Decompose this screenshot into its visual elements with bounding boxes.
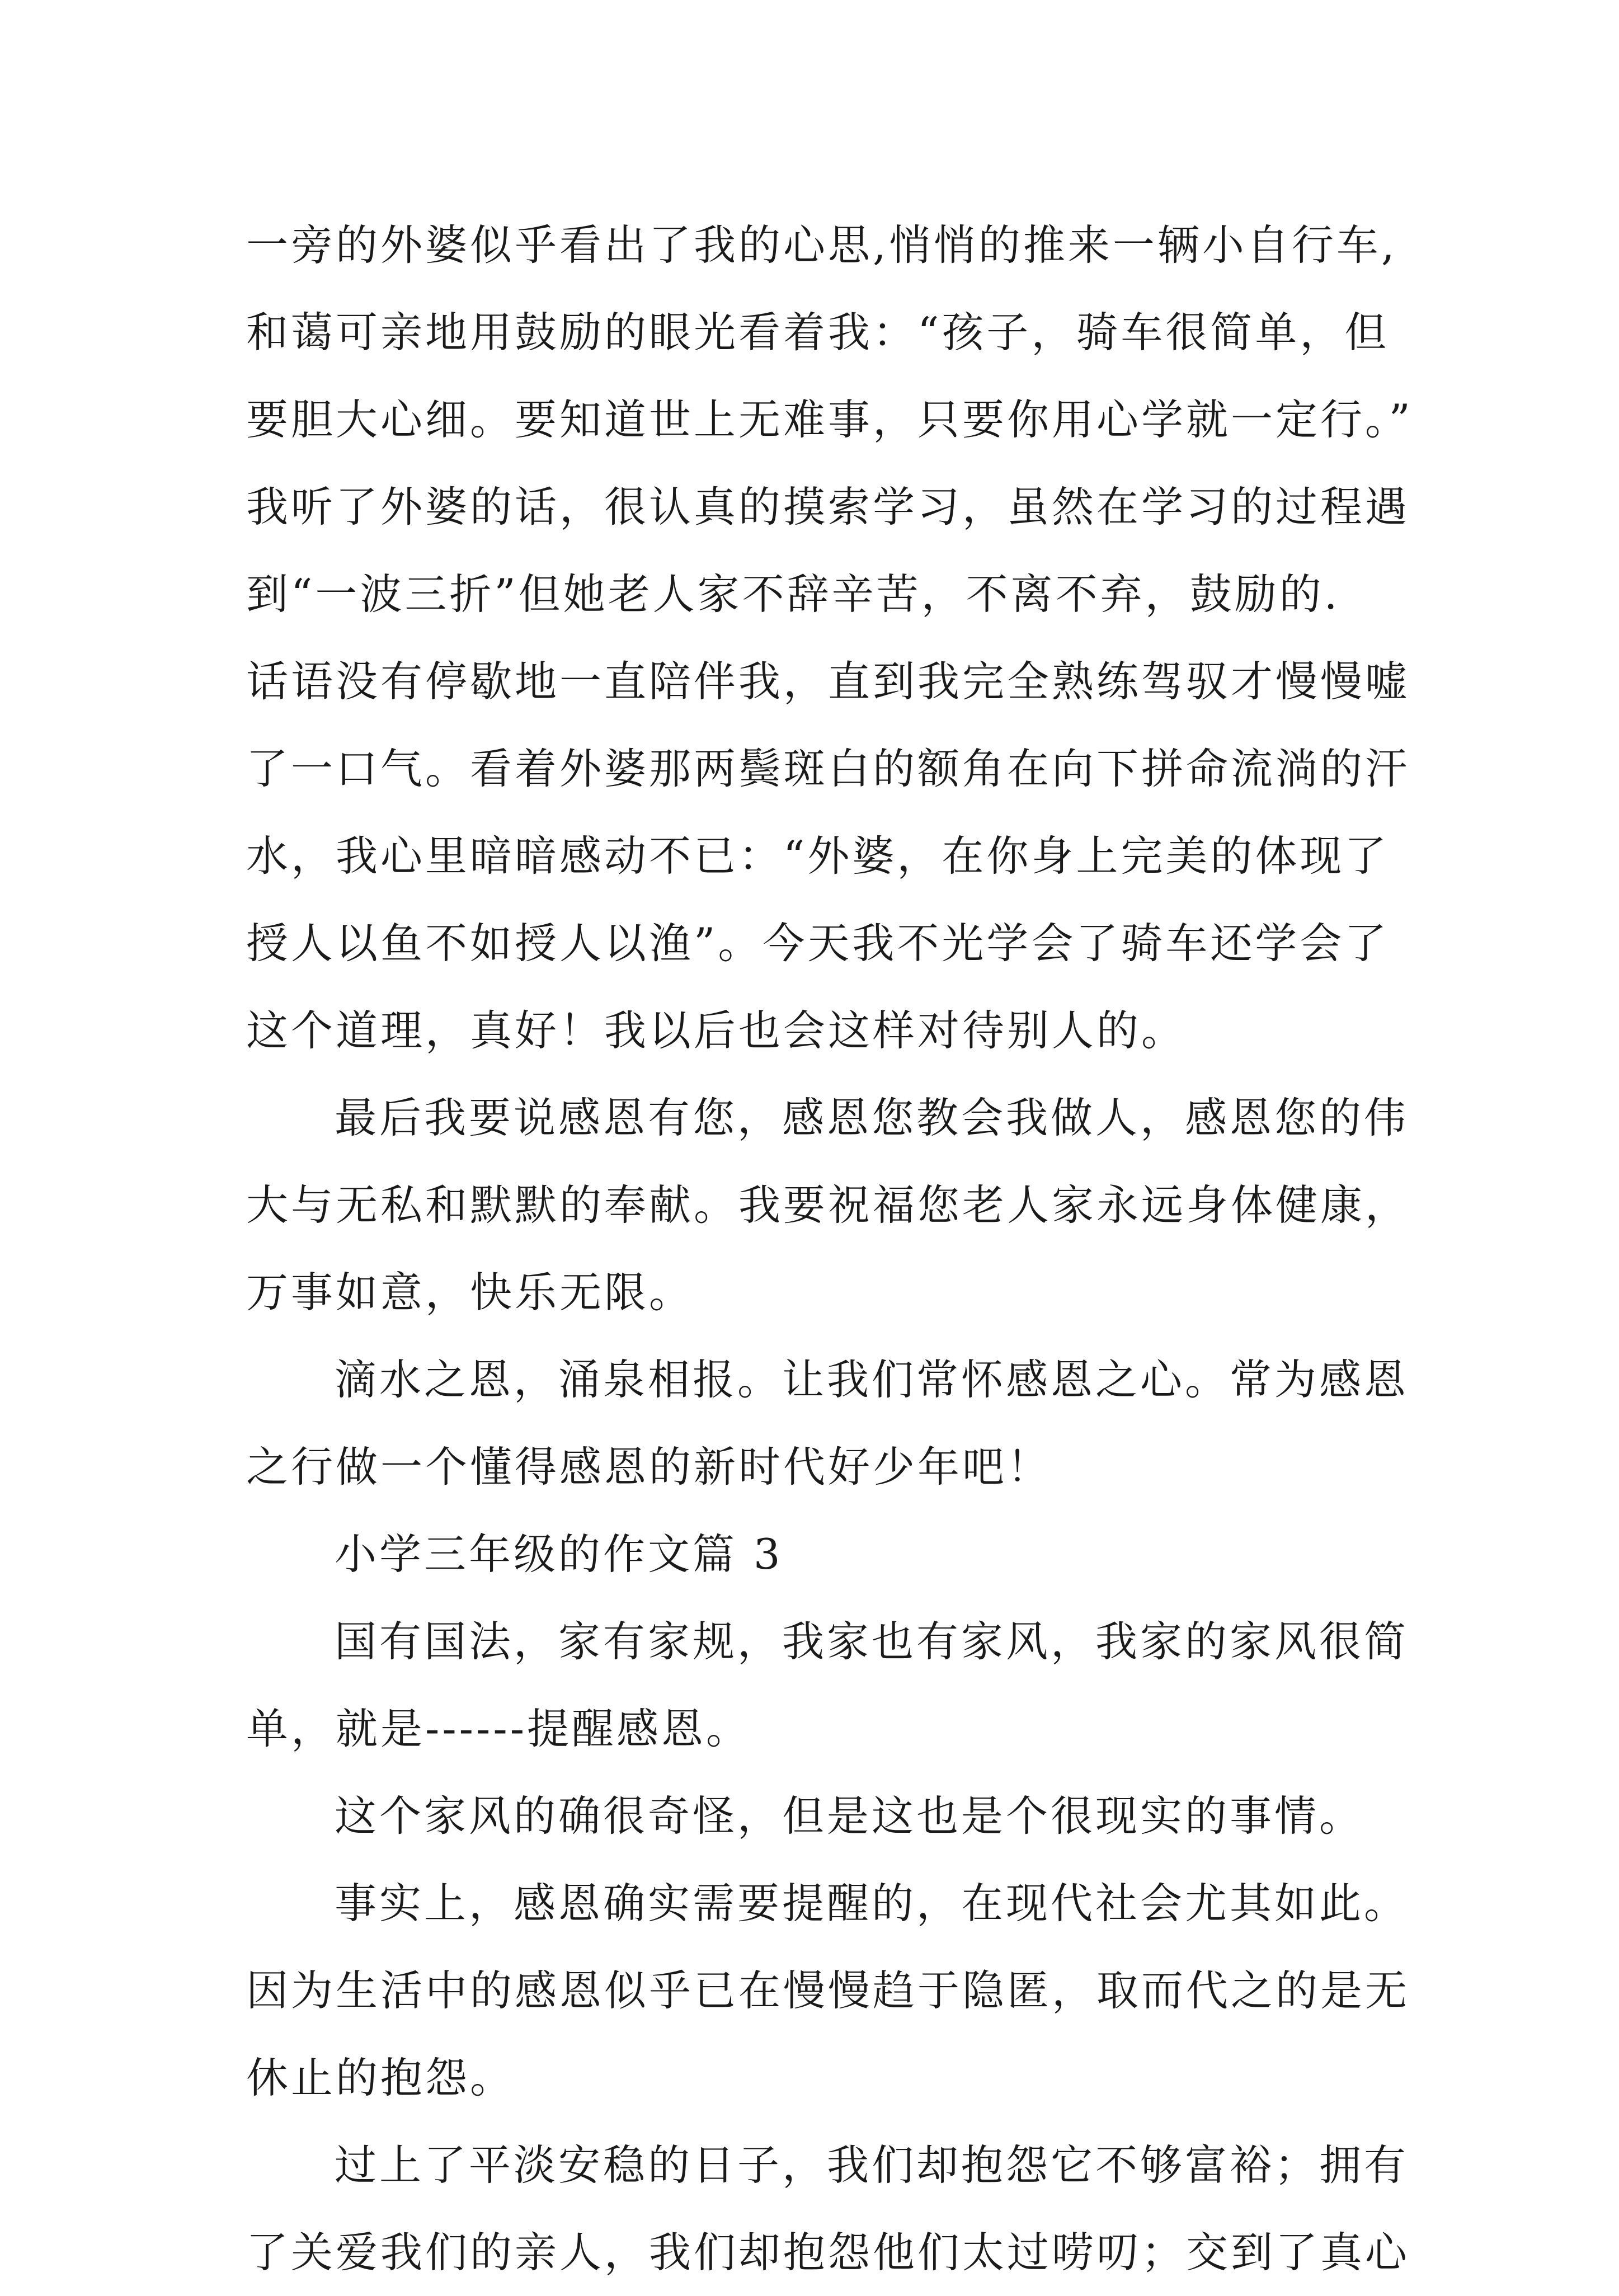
text-line: 和蔼可亲地用鼓励的眼光看着我：“孩子，骑车很简单，但 xyxy=(246,308,1390,357)
paragraph-start-line: 国有国法，家有家规，我家也有家风，我家的家风很简 xyxy=(335,1617,1409,1666)
text-line: 这个道理，真好！我以后也会这样对待别人的。 xyxy=(246,1006,1187,1055)
text-line: 我听了外婆的话，很认真的摸索学习，虽然在学习的过程遇 xyxy=(246,482,1410,531)
text-line: 休止的抱怨。 xyxy=(246,2053,515,2102)
text-line: 到“一波三折”但她老人家不辞辛苦，不离不弃，鼓励的. xyxy=(246,570,1340,619)
section-heading: 小学三年级的作文篇 3 xyxy=(335,1530,783,1579)
text-line: 了关爱我们的亲人，我们却抱怨他们太过唠叨；交到了真心 xyxy=(246,2228,1410,2277)
paragraph-start-line: 滴水之恩，涌泉相报。让我们常怀感恩之心。常为感恩 xyxy=(335,1355,1409,1404)
text-line: 大与无私和默默的奉献。我要祝福您老人家永远身体健康， xyxy=(246,1180,1410,1230)
document-body xyxy=(246,201,1421,2296)
paragraph-start-line: 事实上，感恩确实需要提醒的，在现代社会尤其如此。 xyxy=(335,1879,1409,1928)
text-line: 因为生活中的感恩似乎已在慢慢趋于隐匿，取而代之的是无 xyxy=(246,1966,1410,2015)
text-line: 了一口气。看着外婆那两鬓斑白的额角在向下拼命流淌的汗 xyxy=(246,744,1410,793)
text-line: 水，我心里暗暗感动不已：“外婆，在你身上完美的体现了 xyxy=(246,831,1390,881)
text-line: 要胆大心细。要知道世上无难事，只要你用心学就一定行。” xyxy=(246,395,1413,444)
text-line: 授人以鱼不如授人以渔”。今天我不光学会了骑车还学会了 xyxy=(246,919,1390,968)
text-line: 话语没有停歇地一直陪伴我，直到我完全熟练驾驭才慢慢嘘 xyxy=(246,657,1410,706)
paragraph-start-line: 过上了平淡安稳的日子，我们却抱怨它不够富裕；拥有 xyxy=(335,2140,1409,2190)
text-line: 一旁的外婆似乎看出了我的心思,悄悄的推来一辆小自行车, xyxy=(246,220,1397,270)
paragraph-start-line: 最后我要说感恩有您，感恩您教会我做人，感恩您的伟 xyxy=(335,1093,1409,1142)
text-line: 单，就是------提醒感恩。 xyxy=(246,1704,751,1753)
text-line: 万事如意，快乐无限。 xyxy=(246,1268,694,1317)
text-line: 之行做一个懂得感恩的新时代好少年吧！ xyxy=(246,1442,1052,1492)
paragraph-start-line: 这个家风的确很奇怪，但是这也是个很现实的事情。 xyxy=(335,1791,1364,1841)
